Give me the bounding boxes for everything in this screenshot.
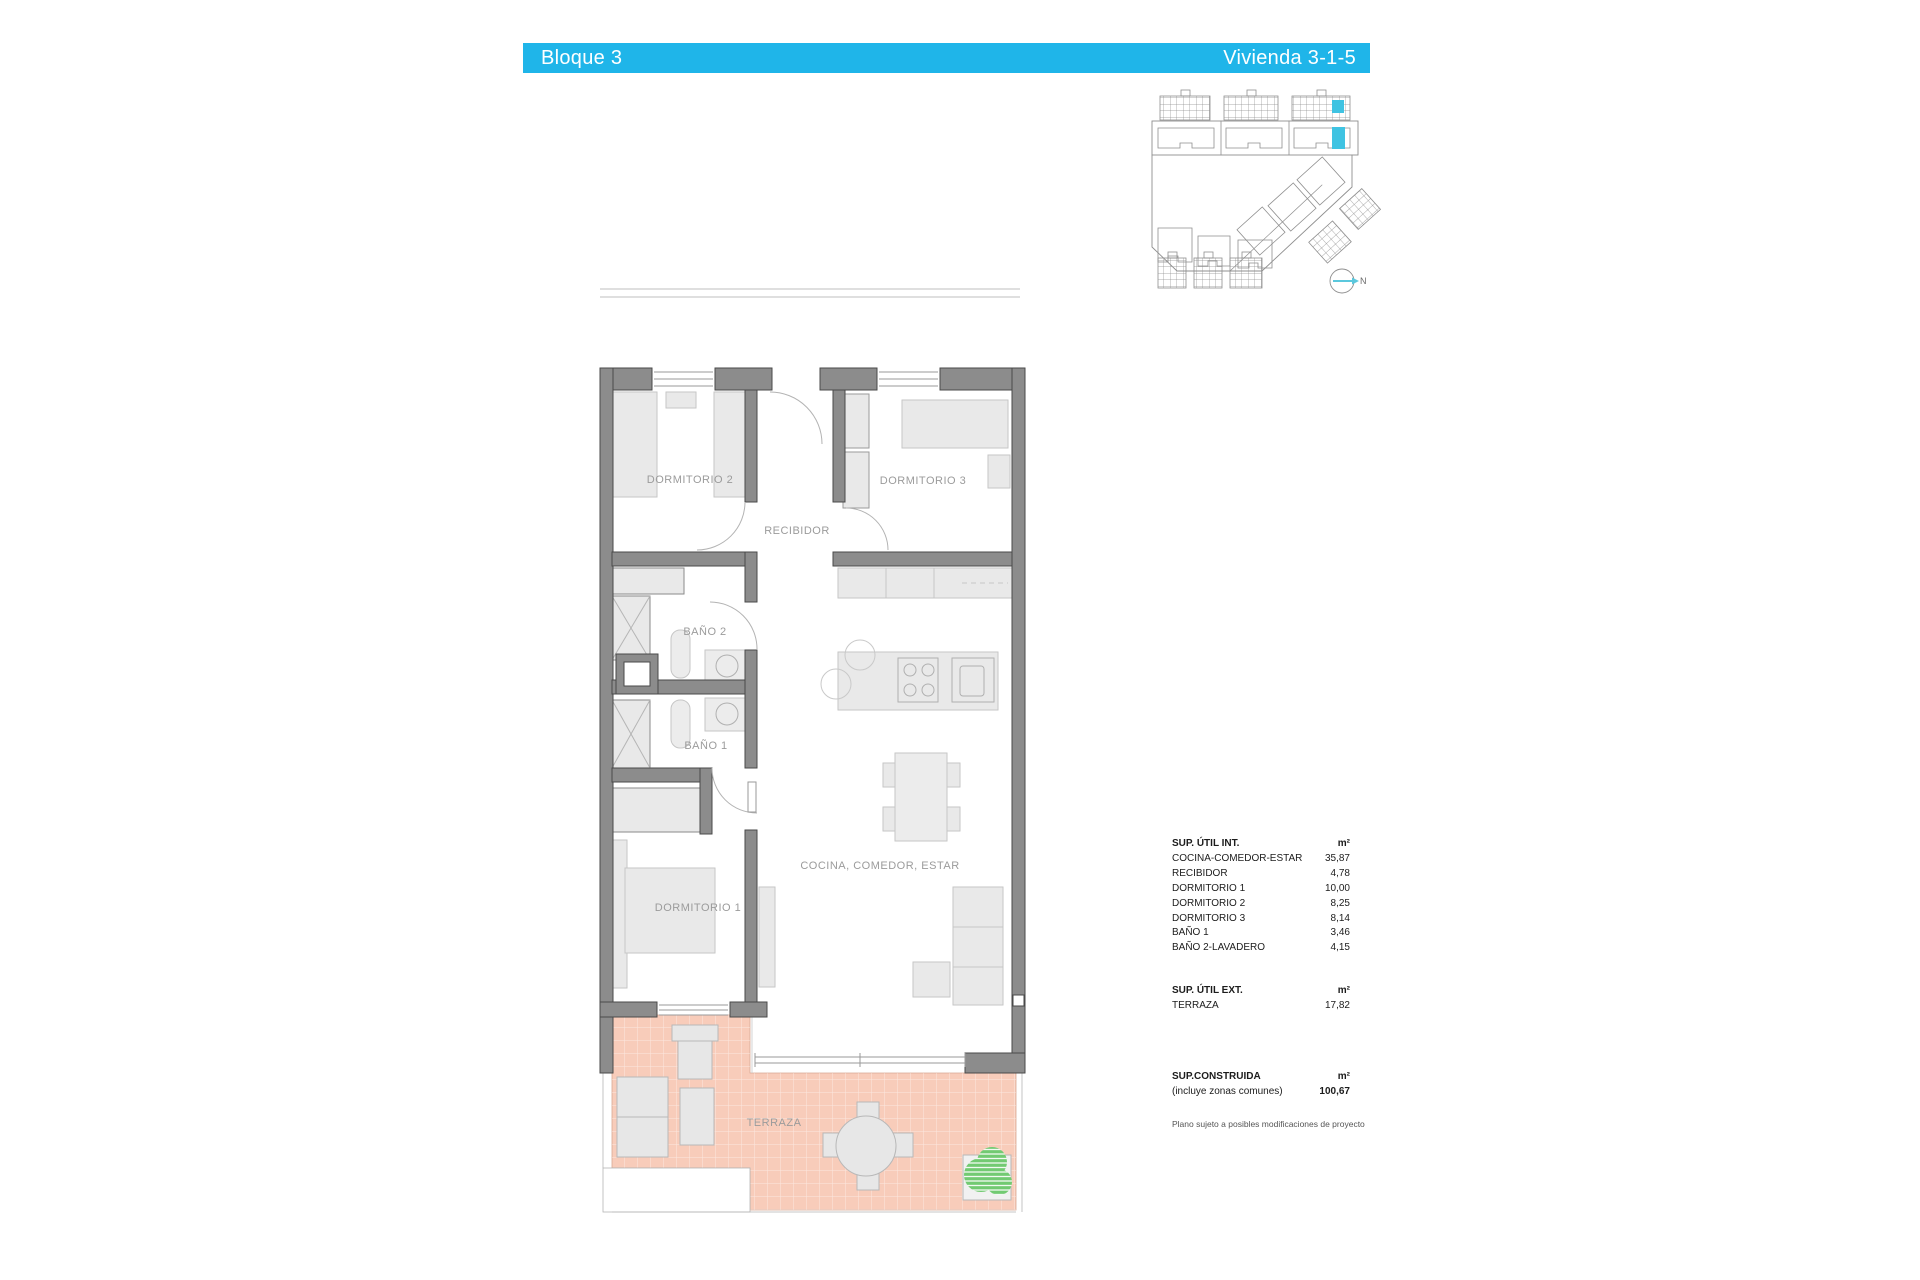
title-bar — [523, 43, 1370, 73]
room-label-dormitorio-1: DORMITORIO 1 — [654, 902, 742, 914]
plant — [963, 1147, 1012, 1200]
kitchen-counter — [838, 568, 1012, 598]
ottoman — [913, 962, 950, 997]
room-label-dormitorio-2: DORMITORIO 2 — [646, 474, 734, 486]
table-row: COCINA-COMEDOR-ESTAR 35,87 — [1172, 852, 1350, 864]
floor-plan — [600, 368, 1025, 1212]
table-row: RECIBIDOR 4,78 — [1172, 867, 1350, 879]
room-label-bano-2: BAÑO 2 — [683, 626, 727, 638]
site-pergola — [1160, 96, 1210, 120]
table-row: (incluye zonas comunes) 100,67 — [1172, 1085, 1350, 1097]
table-row: DORMITORIO 2 8,25 — [1172, 897, 1350, 909]
table-row: DORMITORIO 1 10,00 — [1172, 882, 1350, 894]
nightstand — [666, 392, 696, 408]
terrace-chair — [672, 1025, 718, 1041]
bed — [902, 400, 1008, 448]
terrace-lower-step — [603, 1168, 750, 1212]
closet — [612, 788, 702, 832]
site-pergola — [1224, 96, 1278, 120]
unit-title: Vivienda 3-1-5 — [1223, 46, 1356, 69]
dining-table — [895, 753, 947, 841]
north-arrow-icon — [1330, 269, 1359, 293]
table-header: SUP. ÚTIL EXT. m² — [1172, 985, 1350, 996]
north-label: N — [1360, 276, 1367, 286]
terrace-table — [836, 1116, 896, 1176]
site-plan — [1152, 90, 1381, 293]
closet — [612, 568, 684, 594]
tv-cabinet — [759, 887, 775, 987]
reference-lines — [600, 289, 1020, 297]
closet — [843, 394, 869, 448]
table-header: SUP. ÚTIL INT. m² — [1172, 838, 1350, 849]
room-label-bano-1: BAÑO 1 — [684, 740, 728, 752]
area-table-interior — [1172, 837, 1350, 956]
room-label-dormitorio-3: DORMITORIO 3 — [879, 475, 967, 487]
table-row: TERRAZA 17,82 — [1172, 999, 1350, 1011]
block-title: Bloque 3 — [541, 46, 623, 69]
table-row: BAÑO 2-LAVADERO 4,15 — [1172, 942, 1350, 954]
site-highlight-unit — [1332, 127, 1345, 149]
room-label-terraza: TERRAZA — [746, 1117, 802, 1129]
terrace-area — [603, 1015, 1022, 1212]
plan-disclaimer: Plano sujeto a posibles modificaciones de proyecto — [1172, 1119, 1365, 1129]
table-header: SUP.CONSTRUIDA m² — [1172, 1071, 1350, 1082]
room-label-cocina: COCINA, COMEDOR, ESTAR — [800, 860, 960, 872]
table-row: DORMITORIO 3 8,14 — [1172, 912, 1350, 924]
door-leaf — [748, 782, 756, 812]
sofa — [953, 887, 1003, 1005]
kitchen-island — [838, 652, 998, 710]
site-highlight-pergola — [1332, 100, 1344, 113]
nightstand — [988, 455, 1010, 488]
table-row: BAÑO 1 3,46 — [1172, 927, 1350, 939]
room-label-recibidor: RECIBIDOR — [764, 525, 830, 537]
area-table-built — [1172, 1070, 1350, 1100]
terrace-chair — [680, 1088, 714, 1145]
closet — [843, 452, 869, 508]
area-table-exterior — [1172, 984, 1350, 1014]
